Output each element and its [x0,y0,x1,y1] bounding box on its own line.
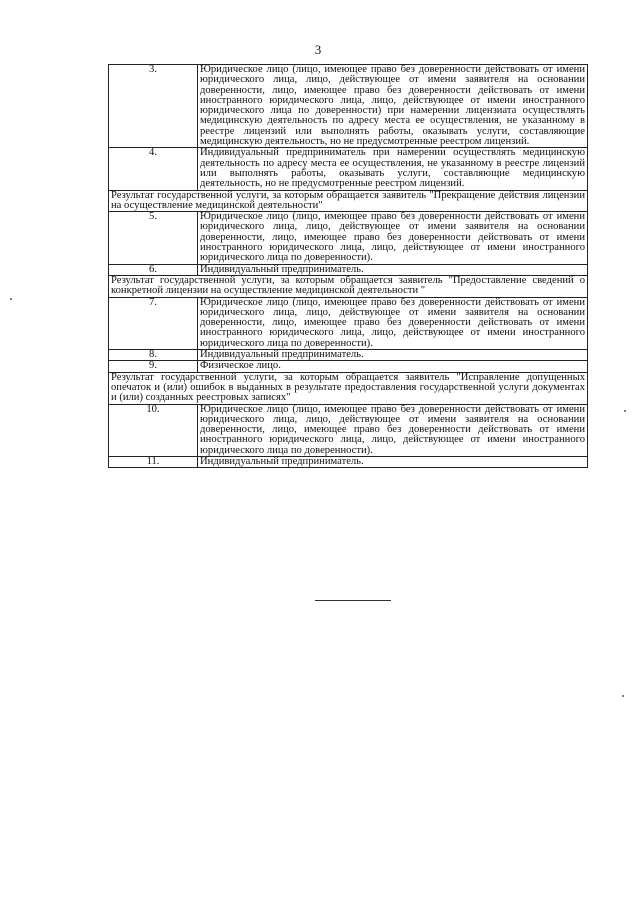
row-number: 6. [109,264,198,275]
table-row [109,456,588,467]
applicant-description: Физическое лицо. [198,361,588,372]
table-row [109,297,588,349]
end-divider [315,600,391,601]
table-row [109,350,588,361]
section-header-text: Результат государственной услуги, за которым обращается заявитель "Прекращение действия лицензии на осуществление медицинской деятельности" [109,190,588,212]
applicant-description: Индивидуальный предприниматель. [198,264,588,275]
section-header-text: Результат государственной услуги, за которым обращается заявитель "Исправление допущенных опечаток и (или) ошибок в выданных в результате предоставления государственной услуги документах и (или) созданных реестровых записях" [109,372,588,404]
table-row [109,212,588,264]
applicant-description: Индивидуальный предприниматель. [198,456,588,467]
row-number: 8. [109,350,198,361]
applicant-description: Индивидуальный предприниматель при намерении осуществлять медицинскую деятельность по адресу места ее осуществления, не указанному в реестре лицензий или выполнять работы, оказывать услуги, составляющие медицинскую деятельность, но не предусмотренные реестром лицензий. [198,148,588,190]
row-number: 4. [109,148,198,190]
table-row [109,404,588,456]
table-row [109,361,588,372]
applicant-table-body [109,65,588,468]
section-header-row [109,190,588,212]
row-number: 9. [109,361,198,372]
applicant-description: Юридическое лицо (лицо, имеющее право без доверенности действовать от имени юридического лица, лицо, действующее от имени заявителя на основании доверенности, лицо, имеющее право без доверенности действовать от имени иностранного юридического лица, лицо, действующее от имени иностранного юридического лица по доверенности). [198,404,588,456]
table-row [109,148,588,190]
applicant-description: Юридическое лицо (лицо, имеющее право без доверенности действовать от имени юридического лица, лицо, действующее от имени заявителя на основании доверенности, лицо, имеющее право без доверенности действовать от имени иностранного юридического лица, лицо, действующее от имени иностранного юридического лица по доверенности). [198,297,588,349]
table-row [109,65,588,148]
table-row [109,264,588,275]
row-number: 7. [109,297,198,349]
row-number: 10. [109,404,198,456]
applicant-table [108,64,588,468]
section-header-text: Результат государственной услуги, за которым обращается заявитель "Предоставление сведений о конкретной лицензии на осуществление медицинской деятельности " [109,275,588,297]
applicant-description: Индивидуальный предприниматель. [198,350,588,361]
row-number: 3. [109,65,198,148]
page-number: 3 [314,42,322,57]
scan-speck [622,695,624,697]
applicant-description: Юридическое лицо (лицо, имеющее право без доверенности действовать от имени юридического лица, лицо, действующее от имени заявителя на основании доверенности, лицо, имеющее право без доверенности действовать от имени иностранного юридического лица, лицо, действующее от имени иностранного юридического лица по доверенности) при намерении лицензиата осуществлять медицинскую деятельность по адресу места ее осуществления, не указанному в реестре лицензий или выполнять работы, оказывать услуги, составляющие медицинскую деятельность, но не предусмотренные реестром лицензий. [198,65,588,148]
scan-speck [10,298,12,300]
applicant-description: Юридическое лицо (лицо, имеющее право без доверенности действовать от имени юридического лица, лицо, действующее от имени заявителя на основании доверенности, лицо, имеющее право без доверенности действовать от имени иностранного юридического лица, лицо, действующее от имени иностранного юридического лица по доверенности). [198,212,588,264]
scan-speck [624,410,626,412]
section-header-row [109,372,588,404]
section-header-row [109,275,588,297]
row-number: 5. [109,212,198,264]
row-number: 11. [109,456,198,467]
